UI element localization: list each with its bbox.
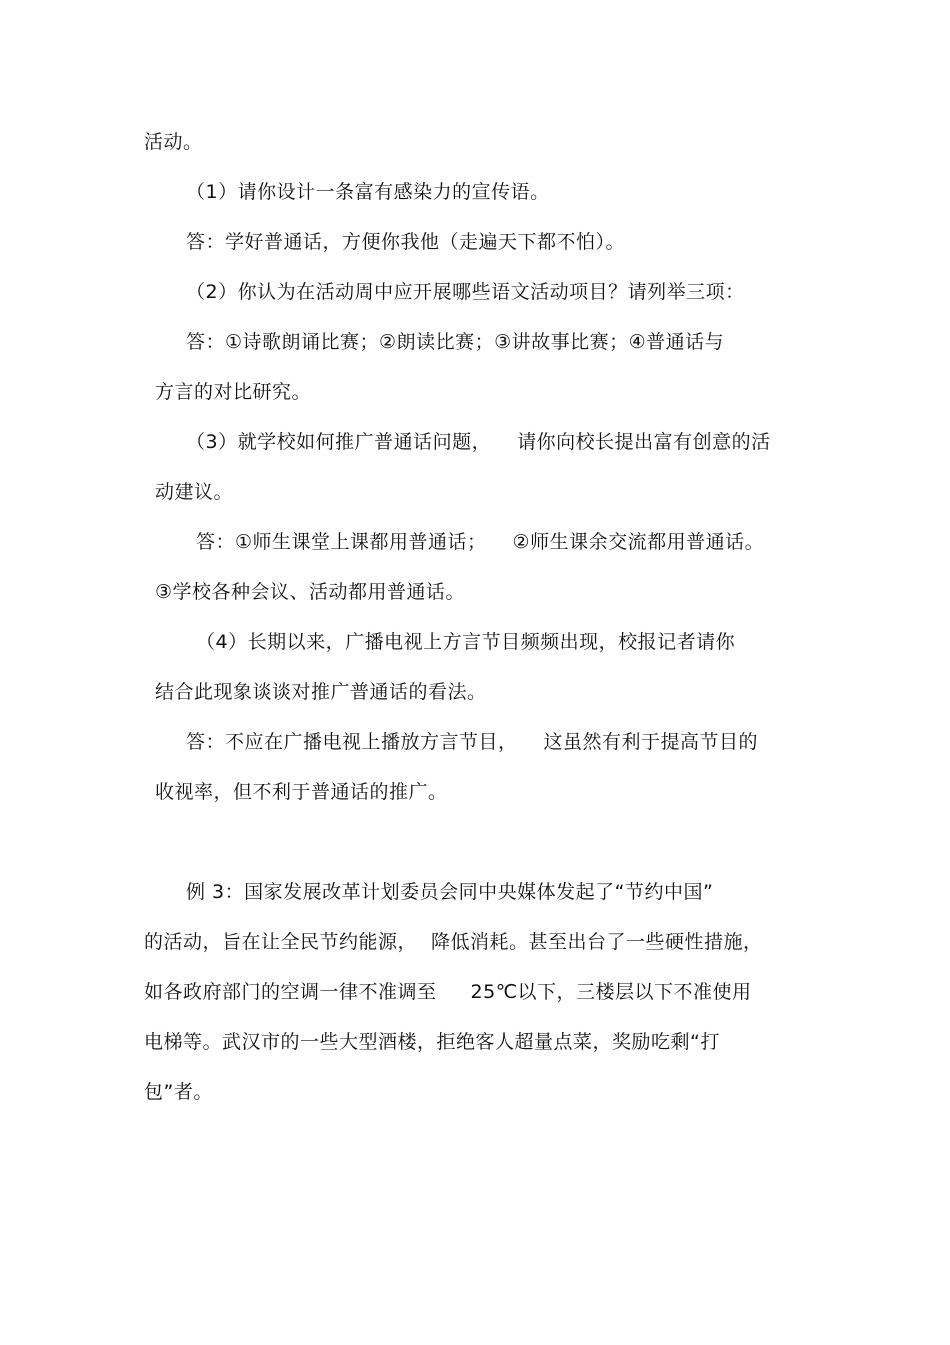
- text-line-4: （2）你认为在活动周中应开展哪些语文活动项目？请列举三项：: [186, 281, 745, 303]
- text-line-17-part-1: 如各政府部门的空调一律不准调至: [144, 981, 437, 1003]
- text-line-2: （1）请你设计一条富有感染力的宣传语。: [186, 181, 550, 203]
- text-line-16-part-2: 降低消耗。甚至出台了一些硬性措施，: [431, 931, 763, 953]
- text-line-9: [196, 530, 764, 554]
- text-line-3: 答：学好普通话，方便你我他（走遍天下都不怕）。: [186, 231, 626, 253]
- text-line-19: 包”者。: [144, 1081, 213, 1103]
- text-line-5: 答：①诗歌朗诵比赛；②朗读比赛；③讲故事比赛；④普通话与: [186, 331, 725, 353]
- text-line-11: （4）长期以来，广播电视上方言节目频频出现，校报记者请你: [196, 631, 736, 653]
- text-line-6: 方言的对比研究。: [155, 381, 312, 403]
- text-line-17-part-2: 25℃以下，三楼层以下不准使用: [470, 981, 752, 1003]
- text-line-18: 电梯等。武汉市的一些大型酒楼，拒绝客人超量点菜，奖励吃剩“打: [144, 1031, 720, 1053]
- text-line-7-part-2: 请你向校长提出富有创意的活: [517, 431, 771, 453]
- text-line-14: 收视率，但不利于普通话的推广。: [155, 781, 448, 803]
- text-line-16-part-1: 的活动，旨在让全民节约能源，: [144, 931, 418, 953]
- text-line-8: 动建议。: [155, 481, 234, 503]
- text-line-12: 结合此现象谈谈对推广普通话的看法。: [155, 681, 487, 703]
- text-line-16: [144, 930, 763, 954]
- text-line-15: 例 3：国家发展改革计划委员会同中央媒体发起了“节约中国”: [186, 881, 714, 903]
- text-line-13: [186, 730, 758, 754]
- text-line-9-part-1: 答：①师生课堂上课都用普通话；: [196, 531, 487, 553]
- text-line-9-part-2: ②师生课余交流都用普通话。: [512, 531, 765, 553]
- text-line-10: ③学校各种会议、活动都用普通话。: [155, 581, 466, 603]
- text-line-1: 活动。: [144, 131, 203, 153]
- text-line-17: [144, 980, 752, 1004]
- text-line-13-part-2: 这虽然有利于提高节目的: [543, 731, 759, 753]
- text-line-7-part-1: （3）就学校如何推广普通话问题，: [186, 431, 492, 453]
- text-line-7: [186, 430, 771, 454]
- text-line-13-part-1: 答：不应在广播电视上播放方言节目，: [186, 731, 518, 753]
